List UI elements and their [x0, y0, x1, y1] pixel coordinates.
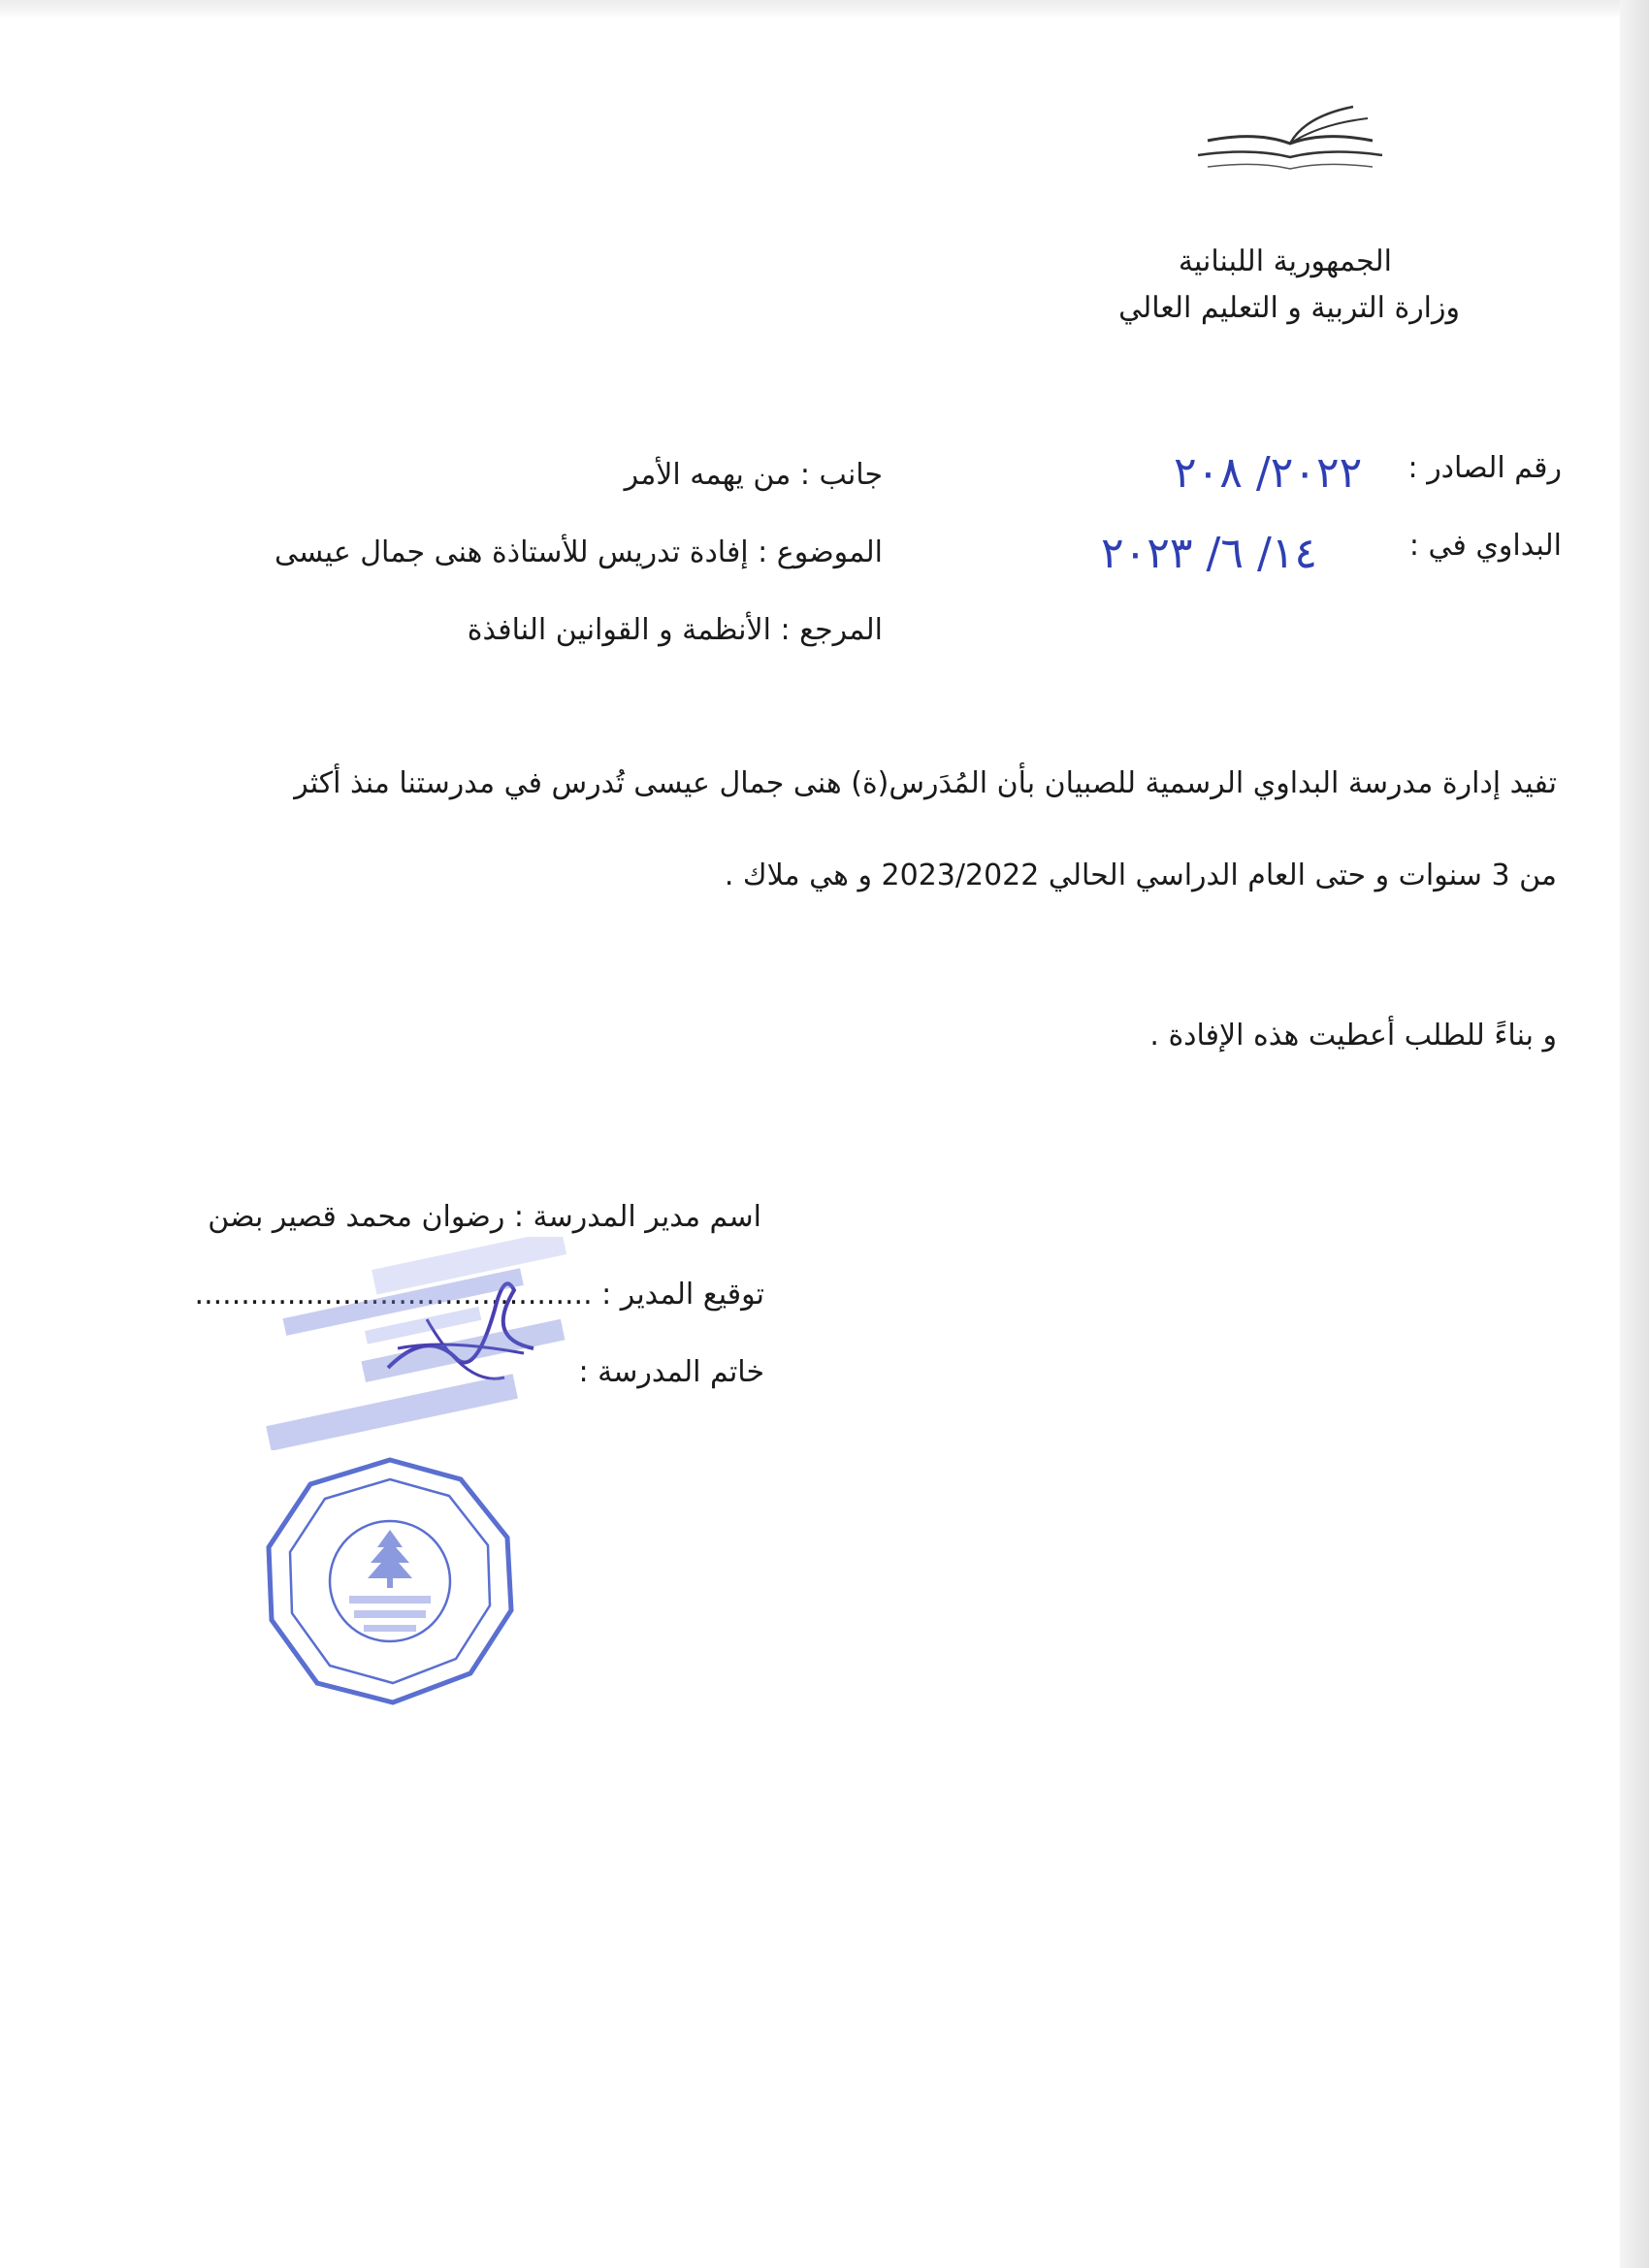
header-ministry: وزارة التربية و التعليم العالي — [1118, 291, 1460, 325]
school-name-stamp — [233, 1237, 611, 1450]
signature-line: توقيع المدير : ........................................... — [194, 1278, 764, 1312]
date-label: البداوي في : — [1408, 529, 1562, 563]
ref-number-label: رقم الصادر : — [1407, 451, 1562, 485]
ref-number-value: ٢٠٢٢/ ٢٠٨ — [1174, 448, 1363, 498]
reference-line: المرجع : الأنظمة و القوانين النافذة — [467, 613, 883, 647]
open-book-logo-icon — [1188, 97, 1392, 184]
header-republic: الجمهورية اللبنانية — [1178, 244, 1392, 278]
stamp-line: خاتم المدرسة : — [578, 1355, 764, 1389]
subject-line: الموضوع : إفادة تدريس للأستاذة هنى جمال عيسى — [275, 535, 883, 569]
closing-line: و بناءً للطلب أعطيت هذه الإفادة . — [1149, 1019, 1557, 1053]
body-line-2: من 3 سنوات و حتى العام الدراسي الحالي 2023/2022 و هي ملاك . — [724, 859, 1557, 892]
scan-edge-top — [0, 0, 1649, 19]
date-value: ١٤/ ٦/ ٢٠٢٣ — [1101, 529, 1318, 578]
body-line-1: تفيد إدارة مدرسة البداوي الرسمية للصبيان بأن المُدَرس(ة) هنى جمال عيسى تُدرس في مدرستنا منذ أكثر — [294, 766, 1557, 800]
principal-name-line: اسم مدير المدرسة : رضوان محمد قصير بضن — [208, 1200, 761, 1234]
official-round-stamp — [257, 1450, 524, 1712]
addressee-line: جانب : من يهمه الأمر — [624, 458, 883, 492]
scan-edge-right — [1620, 0, 1649, 2268]
